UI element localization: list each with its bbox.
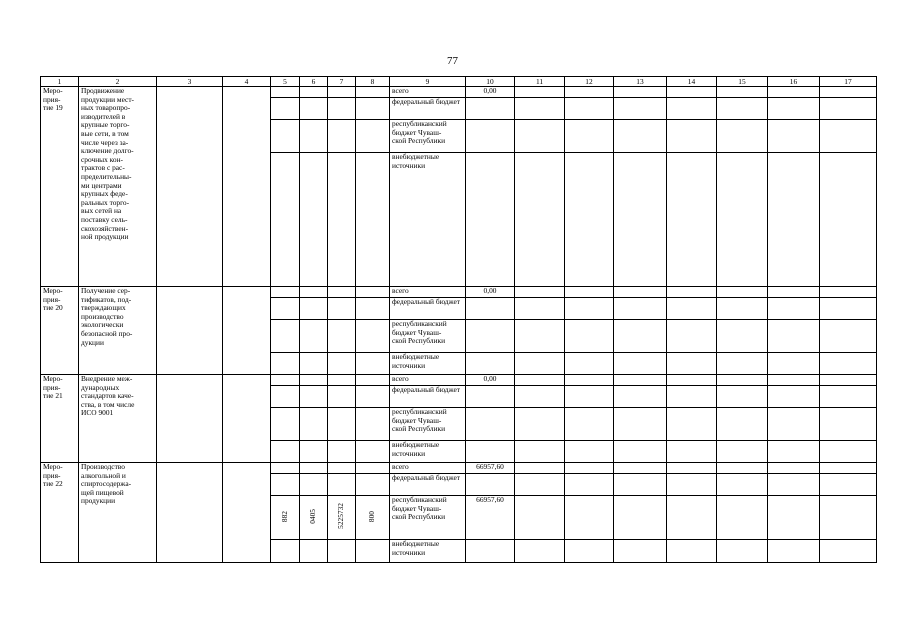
budget-code-vr-value: 800 bbox=[367, 510, 377, 522]
amount-col10 bbox=[466, 353, 515, 375]
amount-col17 bbox=[820, 320, 877, 353]
amount-col10: 66957,60 bbox=[466, 496, 515, 540]
budget-code-vr bbox=[356, 441, 390, 463]
amount-col12 bbox=[565, 463, 614, 474]
amount-col11 bbox=[515, 496, 565, 540]
budget-code-csr bbox=[328, 496, 356, 540]
amount-col17 bbox=[820, 287, 877, 298]
table-row bbox=[41, 287, 877, 298]
amount-col14 bbox=[667, 153, 717, 287]
amount-col15 bbox=[717, 98, 768, 120]
responsible-executor-cell bbox=[157, 463, 223, 563]
amount-col15 bbox=[717, 87, 768, 98]
event-code: Меро- прия- тие 20 bbox=[41, 287, 79, 375]
amount-col16 bbox=[768, 441, 820, 463]
budget-code-grbs bbox=[271, 287, 300, 298]
amount-col10 bbox=[466, 120, 515, 153]
responsible-executor-cell bbox=[157, 87, 223, 287]
participants-cell bbox=[223, 87, 271, 287]
amount-col14 bbox=[667, 287, 717, 298]
amount-col13 bbox=[614, 441, 667, 463]
event-code: Меро- прия- тие 21 bbox=[41, 375, 79, 463]
amount-col11 bbox=[515, 540, 565, 563]
amount-col16 bbox=[768, 320, 820, 353]
funding-source: всего bbox=[390, 87, 466, 98]
amount-col12 bbox=[565, 540, 614, 563]
budget-code-rzpr bbox=[300, 375, 328, 386]
budget-code-vr bbox=[356, 408, 390, 441]
amount-col11 bbox=[515, 120, 565, 153]
budget-code-grbs bbox=[271, 98, 300, 120]
budget-code-csr bbox=[328, 353, 356, 375]
amount-col13 bbox=[614, 320, 667, 353]
budget-code-vr bbox=[356, 98, 390, 120]
amount-col13 bbox=[614, 375, 667, 386]
column-header: 11 bbox=[515, 77, 565, 87]
amount-col10 bbox=[466, 298, 515, 320]
amount-col15 bbox=[717, 353, 768, 375]
budget-code-csr bbox=[328, 320, 356, 353]
table-row bbox=[41, 375, 877, 386]
amount-col16 bbox=[768, 474, 820, 496]
amount-col15 bbox=[717, 153, 768, 287]
responsible-executor-cell bbox=[157, 375, 223, 463]
budget-code-csr bbox=[328, 375, 356, 386]
amount-col17 bbox=[820, 496, 877, 540]
amount-col10: 0,00 bbox=[466, 287, 515, 298]
budget-code-grbs bbox=[271, 153, 300, 287]
budget-code-csr bbox=[328, 408, 356, 441]
amount-col15 bbox=[717, 320, 768, 353]
event-name: Продвижение продукции мест- ных товаропро- изводителей в крупные торго- вые сети, в том числе через за- ключение долго- срочных кон- трактов с рас- пределительны- ми центрами крупных феде- ральных торго- вых сетей на поставку сель- скохозяйствен- ной продукции bbox=[79, 87, 157, 287]
budget-code-rzpr bbox=[300, 463, 328, 474]
amount-col13 bbox=[614, 474, 667, 496]
budget-code-rzpr bbox=[300, 408, 328, 441]
amount-col14 bbox=[667, 474, 717, 496]
participants-cell bbox=[223, 287, 271, 375]
amount-col14 bbox=[667, 298, 717, 320]
funding-source: внебюджетные источники bbox=[390, 153, 466, 287]
amount-col16 bbox=[768, 496, 820, 540]
funding-source: всего bbox=[390, 375, 466, 386]
budget-code-grbs bbox=[271, 353, 300, 375]
amount-col10: 0,00 bbox=[466, 87, 515, 98]
amount-col11 bbox=[515, 287, 565, 298]
budget-code-csr bbox=[328, 463, 356, 474]
budget-code-rzpr bbox=[300, 298, 328, 320]
event-name: Получение сер- тификатов, под- тверждающих производство экологически безопасной про- дукции bbox=[79, 287, 157, 375]
amount-col17 bbox=[820, 353, 877, 375]
budget-code-csr bbox=[328, 441, 356, 463]
amount-col13 bbox=[614, 463, 667, 474]
funding-source: республиканский бюджет Чуваш- ской Республики bbox=[390, 120, 466, 153]
event-code: Меро- прия- тие 19 bbox=[41, 87, 79, 287]
amount-col14 bbox=[667, 540, 717, 563]
budget-code-grbs bbox=[271, 375, 300, 386]
amount-col10 bbox=[466, 540, 515, 563]
amount-col14 bbox=[667, 496, 717, 540]
participants-cell bbox=[223, 463, 271, 563]
amount-col11 bbox=[515, 441, 565, 463]
column-header: 7 bbox=[328, 77, 356, 87]
amount-col12 bbox=[565, 287, 614, 298]
amount-col16 bbox=[768, 353, 820, 375]
budget-code-rzpr bbox=[300, 87, 328, 98]
amount-col11 bbox=[515, 298, 565, 320]
budget-code-rzpr bbox=[300, 320, 328, 353]
budget-code-csr bbox=[328, 386, 356, 408]
amount-col16 bbox=[768, 153, 820, 287]
column-number-row bbox=[41, 77, 877, 87]
funding-source: всего bbox=[390, 463, 466, 474]
budget-code-vr bbox=[356, 474, 390, 496]
amount-col14 bbox=[667, 320, 717, 353]
budget-code-grbs bbox=[271, 441, 300, 463]
funding-source: федеральный бюджет bbox=[390, 386, 466, 408]
budget-code-grbs bbox=[271, 496, 300, 540]
amount-col13 bbox=[614, 153, 667, 287]
amount-col12 bbox=[565, 496, 614, 540]
amount-col13 bbox=[614, 408, 667, 441]
amount-col15 bbox=[717, 287, 768, 298]
column-header: 5 bbox=[271, 77, 300, 87]
budget-code-grbs-value: 882 bbox=[279, 510, 289, 522]
amount-col15 bbox=[717, 375, 768, 386]
event-code: Меро- прия- тие 22 bbox=[41, 463, 79, 563]
budget-code-rzpr bbox=[300, 98, 328, 120]
column-header: 14 bbox=[667, 77, 717, 87]
event-name: Внедрение меж- дународных стандартов каче- ства, в том числе ИСО 9001 bbox=[79, 375, 157, 463]
amount-col17 bbox=[820, 386, 877, 408]
amount-col12 bbox=[565, 298, 614, 320]
amount-col11 bbox=[515, 153, 565, 287]
budget-code-grbs bbox=[271, 87, 300, 98]
budget-code-rzpr bbox=[300, 386, 328, 408]
amount-col17 bbox=[820, 474, 877, 496]
budget-code-vr bbox=[356, 320, 390, 353]
funding-source: федеральный бюджет bbox=[390, 98, 466, 120]
amount-col11 bbox=[515, 408, 565, 441]
amount-col14 bbox=[667, 463, 717, 474]
amount-col15 bbox=[717, 408, 768, 441]
participants-cell bbox=[223, 375, 271, 463]
column-header: 2 bbox=[79, 77, 157, 87]
amount-col15 bbox=[717, 463, 768, 474]
event-name: Производство алкогольной и спиртосодержа- щей пищевой продукции bbox=[79, 463, 157, 563]
budget-code-grbs bbox=[271, 474, 300, 496]
amount-col15 bbox=[717, 298, 768, 320]
amount-col15 bbox=[717, 120, 768, 153]
amount-col11 bbox=[515, 98, 565, 120]
amount-col12 bbox=[565, 98, 614, 120]
amount-col14 bbox=[667, 375, 717, 386]
column-header: 1 bbox=[41, 77, 79, 87]
amount-col14 bbox=[667, 87, 717, 98]
budget-code-rzpr bbox=[300, 120, 328, 153]
amount-col16 bbox=[768, 98, 820, 120]
budget-code-grbs bbox=[271, 386, 300, 408]
amount-col12 bbox=[565, 87, 614, 98]
amount-col13 bbox=[614, 353, 667, 375]
amount-col12 bbox=[565, 353, 614, 375]
amount-col10 bbox=[466, 153, 515, 287]
amount-col10 bbox=[466, 98, 515, 120]
budget-code-vr bbox=[356, 298, 390, 320]
amount-col15 bbox=[717, 441, 768, 463]
amount-col17 bbox=[820, 153, 877, 287]
column-header: 12 bbox=[565, 77, 614, 87]
funding-source: всего bbox=[390, 287, 466, 298]
amount-col11 bbox=[515, 353, 565, 375]
page-number: 77 bbox=[447, 55, 458, 67]
amount-col11 bbox=[515, 87, 565, 98]
budget-code-rzpr bbox=[300, 353, 328, 375]
funding-source: внебюджетные источники bbox=[390, 353, 466, 375]
budget-code-vr bbox=[356, 496, 390, 540]
amount-col11 bbox=[515, 320, 565, 353]
budget-code-rzpr-value: 0405 bbox=[308, 508, 318, 524]
budget-code-csr bbox=[328, 540, 356, 563]
amount-col14 bbox=[667, 120, 717, 153]
column-header: 3 bbox=[157, 77, 223, 87]
amount-col16 bbox=[768, 120, 820, 153]
column-header: 4 bbox=[223, 77, 271, 87]
funding-source: республиканский бюджет Чуваш- ской Республики bbox=[390, 408, 466, 441]
table-row bbox=[41, 463, 877, 474]
funding-source: внебюджетные источники bbox=[390, 441, 466, 463]
amount-col11 bbox=[515, 474, 565, 496]
amount-col17 bbox=[820, 408, 877, 441]
table-body bbox=[41, 87, 877, 563]
budget-code-rzpr bbox=[300, 287, 328, 298]
amount-col16 bbox=[768, 540, 820, 563]
amount-col15 bbox=[717, 386, 768, 408]
amount-col14 bbox=[667, 441, 717, 463]
table-row bbox=[41, 87, 877, 98]
amount-col17 bbox=[820, 441, 877, 463]
budget-code-vr bbox=[356, 375, 390, 386]
funding-source: республиканский бюджет Чуваш- ской Республики bbox=[390, 320, 466, 353]
funding-source: федеральный бюджет bbox=[390, 474, 466, 496]
budget-code-csr bbox=[328, 153, 356, 287]
amount-col12 bbox=[565, 441, 614, 463]
budget-code-vr bbox=[356, 153, 390, 287]
amount-col11 bbox=[515, 386, 565, 408]
amount-col16 bbox=[768, 463, 820, 474]
budget-code-grbs bbox=[271, 408, 300, 441]
column-header: 17 bbox=[820, 77, 877, 87]
budget-code-csr bbox=[328, 298, 356, 320]
budget-code-grbs bbox=[271, 463, 300, 474]
amount-col16 bbox=[768, 386, 820, 408]
amount-col12 bbox=[565, 120, 614, 153]
budget-code-rzpr bbox=[300, 474, 328, 496]
funding-source: федеральный бюджет bbox=[390, 298, 466, 320]
amount-col11 bbox=[515, 463, 565, 474]
amount-col12 bbox=[565, 153, 614, 287]
budget-code-vr bbox=[356, 287, 390, 298]
budget-code-csr-value: 5225732 bbox=[336, 503, 346, 530]
amount-col17 bbox=[820, 375, 877, 386]
amount-col16 bbox=[768, 298, 820, 320]
budget-code-grbs bbox=[271, 120, 300, 153]
amount-col15 bbox=[717, 474, 768, 496]
funding-source: республиканский бюджет Чуваш- ской Республики bbox=[390, 496, 466, 540]
amount-col14 bbox=[667, 98, 717, 120]
column-header: 16 bbox=[768, 77, 820, 87]
amount-col10: 66957,60 bbox=[466, 463, 515, 474]
budget-code-csr bbox=[328, 474, 356, 496]
column-header: 13 bbox=[614, 77, 667, 87]
amount-col10 bbox=[466, 474, 515, 496]
responsible-executor-cell bbox=[157, 287, 223, 375]
budget-code-rzpr bbox=[300, 496, 328, 540]
amount-col16 bbox=[768, 408, 820, 441]
amount-col16 bbox=[768, 287, 820, 298]
amount-col17 bbox=[820, 540, 877, 563]
amount-col15 bbox=[717, 496, 768, 540]
amount-col14 bbox=[667, 353, 717, 375]
amount-col13 bbox=[614, 496, 667, 540]
amount-col13 bbox=[614, 120, 667, 153]
funding-source: внебюджетные источники bbox=[390, 540, 466, 563]
column-header: 9 bbox=[390, 77, 466, 87]
amount-col15 bbox=[717, 540, 768, 563]
column-header: 8 bbox=[356, 77, 390, 87]
budget-table bbox=[40, 76, 877, 563]
budget-code-rzpr bbox=[300, 441, 328, 463]
budget-code-csr bbox=[328, 120, 356, 153]
amount-col17 bbox=[820, 463, 877, 474]
amount-col13 bbox=[614, 98, 667, 120]
amount-col10 bbox=[466, 386, 515, 408]
amount-col12 bbox=[565, 375, 614, 386]
amount-col12 bbox=[565, 474, 614, 496]
budget-code-csr bbox=[328, 287, 356, 298]
budget-code-csr bbox=[328, 87, 356, 98]
column-header: 6 bbox=[300, 77, 328, 87]
column-header: 15 bbox=[717, 77, 768, 87]
budget-code-vr bbox=[356, 540, 390, 563]
amount-col11 bbox=[515, 375, 565, 386]
budget-code-csr bbox=[328, 98, 356, 120]
amount-col16 bbox=[768, 87, 820, 98]
amount-col10 bbox=[466, 320, 515, 353]
amount-col13 bbox=[614, 87, 667, 98]
budget-code-vr bbox=[356, 463, 390, 474]
amount-col12 bbox=[565, 408, 614, 441]
amount-col12 bbox=[565, 320, 614, 353]
column-header: 10 bbox=[466, 77, 515, 87]
amount-col14 bbox=[667, 408, 717, 441]
amount-col13 bbox=[614, 540, 667, 563]
budget-code-vr bbox=[356, 386, 390, 408]
amount-col17 bbox=[820, 87, 877, 98]
amount-col13 bbox=[614, 386, 667, 408]
budget-code-vr bbox=[356, 120, 390, 153]
budget-code-vr bbox=[356, 87, 390, 98]
amount-col17 bbox=[820, 120, 877, 153]
amount-col10: 0,00 bbox=[466, 375, 515, 386]
budget-code-grbs bbox=[271, 320, 300, 353]
budget-code-rzpr bbox=[300, 153, 328, 287]
amount-col17 bbox=[820, 98, 877, 120]
amount-col12 bbox=[565, 386, 614, 408]
budget-code-grbs bbox=[271, 540, 300, 563]
budget-code-grbs bbox=[271, 298, 300, 320]
amount-col10 bbox=[466, 441, 515, 463]
amount-col14 bbox=[667, 386, 717, 408]
amount-col13 bbox=[614, 298, 667, 320]
budget-code-vr bbox=[356, 353, 390, 375]
amount-col16 bbox=[768, 375, 820, 386]
amount-col10 bbox=[466, 408, 515, 441]
amount-col17 bbox=[820, 298, 877, 320]
budget-code-rzpr bbox=[300, 540, 328, 563]
amount-col13 bbox=[614, 287, 667, 298]
